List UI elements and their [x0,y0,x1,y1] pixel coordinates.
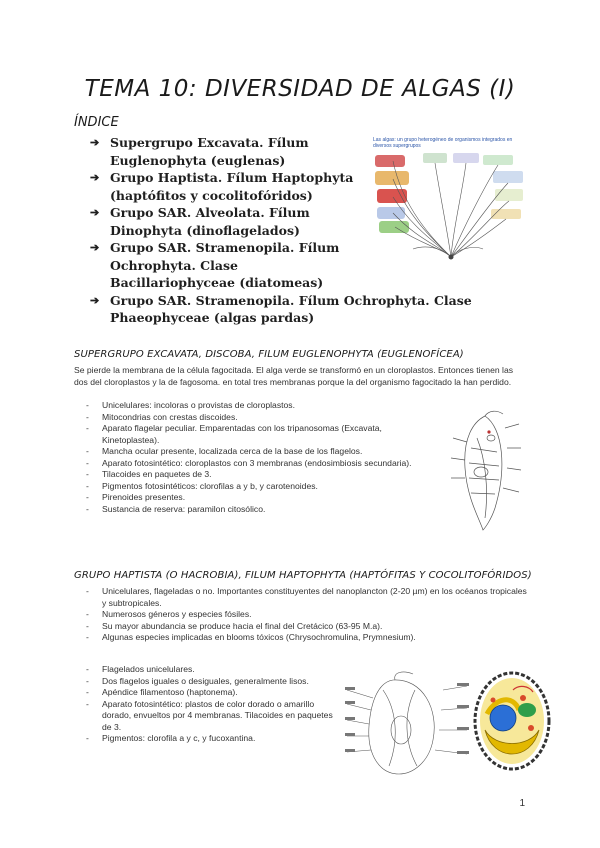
arrow-right-icon: ➔ [90,241,100,254]
page-title: TEMA 10: DIVERSIDAD DE ALGAS (I) [84,76,516,102]
coccolithophore-illustration [473,670,551,772]
list-item: - Dos flagelos iguales o desiguales, generalmente lisos. [86,675,309,686]
haptophyte-illustration [343,670,471,782]
euglena-illustration [445,408,525,533]
haptophyte-drawing [343,670,471,782]
section-heading-euglenophyta: SUPERGRUPO EXCAVATA, DISCOBA, FILUM EUGLENOPHYTA (EUGLENOFÍCEA) [74,349,464,360]
index-item: ➔ Grupo Haptista. Fílum Haptophyta (haptófitos y cocolitofóridos) [90,170,354,203]
list-item: - Mancha ocular presente, localizada cerca de la base de los flagelos. [86,446,363,456]
arrow-right-icon: ➔ [90,293,100,307]
index-item: ➔ Grupo SAR. Stramenopila. Fílum Ochrophyta. Clase Bacillariophyceae (diatomeas) [90,240,340,290]
list-item: - Numerosos géneros y especies fósiles. [86,609,252,619]
list-item: - Pigmentos fotosintéticos: clorofilas a y b, y carotenoides. [86,480,318,491]
haptophyta-bullets [74,586,529,644]
list-item: - Unicelulares, flageladas o no. Importantes constituyentes del nanoplancton (2-20 µm) en los océanos tropicales y subtropicales. [86,586,527,608]
list-item: - Aparato flagelar peculiar. Emparentadas con los tripanosomas (Excavata, Kinetoplastea). [86,423,382,445]
tree-diagram [373,149,527,265]
euglena-drawing [445,408,525,533]
index-item: ➔ Grupo SAR. Stramenopila. Fílum Ochrophyta. Clase Phaeophyceae (algas pardas) [90,292,472,325]
index-item: ➔ Supergrupo Excavata. Fílum Euglenophyta (euglenas) [90,135,309,168]
list-item: - Mitocondrias con crestas discoides. [86,411,238,422]
list-item: - Su mayor abundancia se produce hacia el final del Cretácico (63-95 M.a). [86,620,383,631]
list-item: - Aparato fotosintético: cloroplastos con 3 membranas (endosimbiosis secundaria). [86,457,412,468]
page-number: 1 [519,798,525,809]
index-heading: ÍNDICE [74,115,119,130]
arrow-right-icon: ➔ [90,171,100,184]
list-item: - Aparato fotosintético: plastos de color dorado o amarillo dorado, envueltos por 4 membranas. Tilacoides en paquetes de 3. [86,698,333,732]
arrow-right-icon: ➔ [90,136,100,149]
list-item: - Flagelados unicelulares. [86,664,195,674]
list-item: - Algunas especies implicadas en blooms tóxicos (Chrysochromulina, Prymnesium). [86,632,416,642]
arrow-right-icon: ➔ [90,206,100,219]
euglenophyta-bullets [74,400,420,515]
algae-tree-figure [373,137,527,267]
list-item: - Sustancia de reserva: paramilon citosólico. [86,503,266,514]
list-item: - Pirenoides presentes. [86,492,186,502]
list-item: - Apéndice filamentoso (haptonema). [86,687,238,697]
section-paragraph: Se pierde la membrana de la célula fagocitada. El alga verde se transformó en un cloroplastos. Entonces tienen las dos del cloroplastos y la de fagosoma. en total tres membranas porque la del organismo fagocitado la han perdido. [74,365,514,387]
haptophyta-features [74,664,336,745]
section-heading-haptophyta: GRUPO HAPTISTA (O HACROBIA), FILUM HAPTOPHYTA (HAPTÓFITAS Y COCOLITOFÓRIDOS) [74,570,532,581]
list-item: - Unicelulares: incoloras o provistas de cloroplastos. [86,400,295,410]
list-item: - Tilacoides en paquetes de 3. [86,469,212,479]
list-item: - Pigmentos: clorofila a y c, y fucoxantina. [86,733,256,743]
figure-caption: Las algas: un grupo heterogéneo de organismos integrados en diversos supergrupos [373,137,513,149]
coccolithophore-drawing [473,670,551,772]
index-item: ➔ Grupo SAR. Alveolata. Fílum Dinophyta (dinoflagelados) [90,205,310,238]
